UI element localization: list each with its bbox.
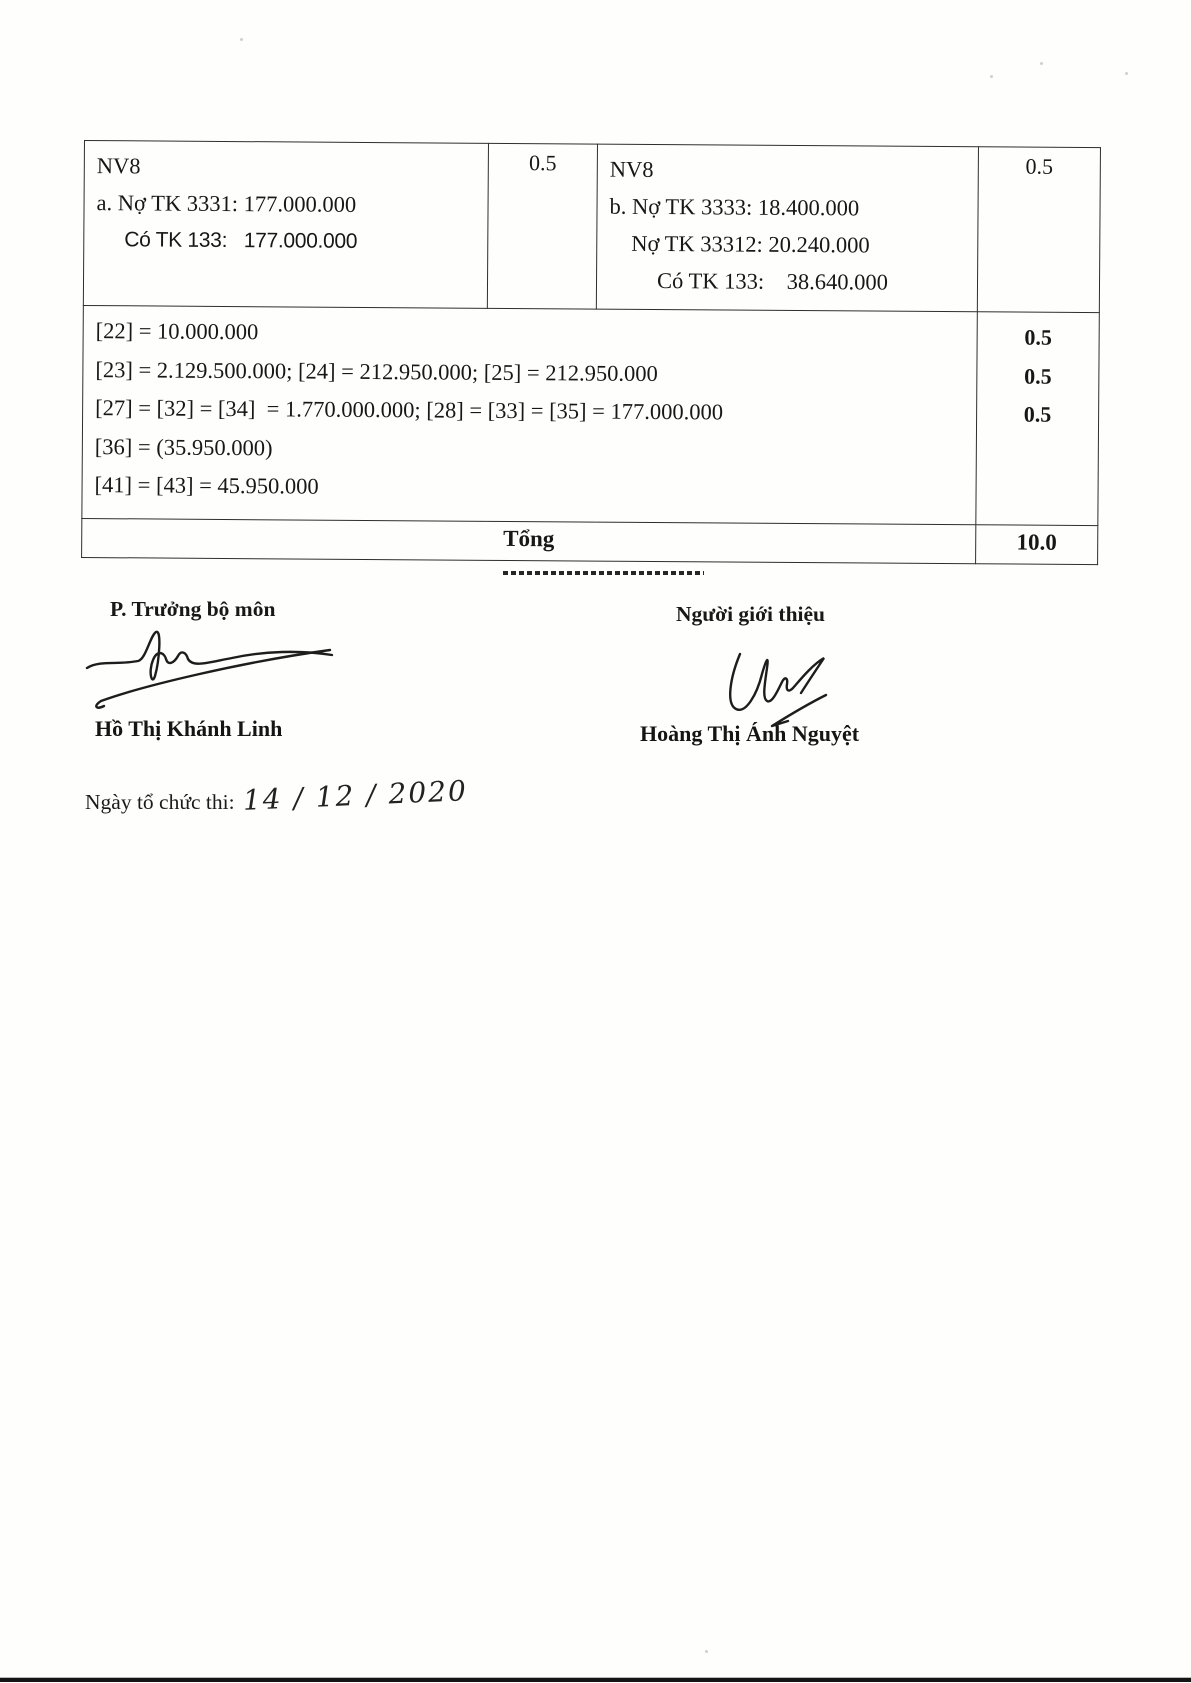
signature-left [82,622,338,714]
journal-line: b. Nợ TK 3333: 18.400.000 [609,193,860,221]
table-row-total [82,518,1098,564]
journal-line: Có TK 133: 177.000.000 [124,228,358,253]
total-value: 10.0 [976,525,1098,565]
score-value: 0.5 [1024,324,1052,350]
scan-speckle [705,1650,708,1653]
score-cell-brackets [976,312,1099,526]
total-label: Tổng [82,518,976,563]
score-cell-nv8b: 0.5 [977,147,1100,313]
dashed-separator [503,571,704,575]
score-value: 0.5 [1024,363,1052,389]
scan-speckle [1040,62,1043,65]
bracket-line: [41] = [43] = 45.950.000 [94,472,319,499]
bracket-line: [23] = 2.129.500.000; [24] = 212.950.000; [25] = 212.950.000 [95,356,658,386]
role-title-left: P. Trưởng bộ môn [110,597,276,621]
journal-line: a. Nợ TK 3331: 177.000.000 [96,190,357,217]
role-title-right: Người giới thiệu [676,602,825,626]
exam-date-row [85,774,469,817]
signature-underline [96,650,330,708]
signer-name-left: Hồ Thị Khánh Linh [95,716,283,741]
scan-speckle [1125,72,1128,75]
scan-speckle [240,38,243,41]
journal-line: Nợ TK 33312: 20.240.000 [631,230,870,258]
exam-date-handwritten: 14 / 12 / 2020 [241,774,469,817]
entry-title: NV8 [96,153,141,179]
answer-cell-nv8b [596,144,978,312]
bracket-line: [22] = 10.000.000 [95,318,259,345]
exam-date-label: Ngày tổ chức thi: [85,790,235,814]
table-row [82,305,1099,525]
answer-cell-nv8a [83,141,488,309]
table-row [83,141,1100,313]
signature-stroke [730,654,824,710]
bracket-line: [36] = (35.950.000) [94,433,273,460]
grading-table [81,140,1101,565]
entry-title: NV8 [609,156,654,182]
scan-artifact-line [0,1678,1191,1682]
signer-name-right: Hoàng Thị Ánh Nguyệt [640,721,860,746]
scan-speckle [990,75,993,78]
score-cell-nv8a: 0.5 [487,143,597,309]
journal-line: Có TK 133: 38.640.000 [656,268,888,295]
score-value: 0.5 [1023,401,1052,427]
bracket-line: [27] = [32] = [34] = 1.770.000.000; [28] = [33] = [35] = 177.000.000 [95,395,724,425]
bracket-values-cell [82,305,977,524]
